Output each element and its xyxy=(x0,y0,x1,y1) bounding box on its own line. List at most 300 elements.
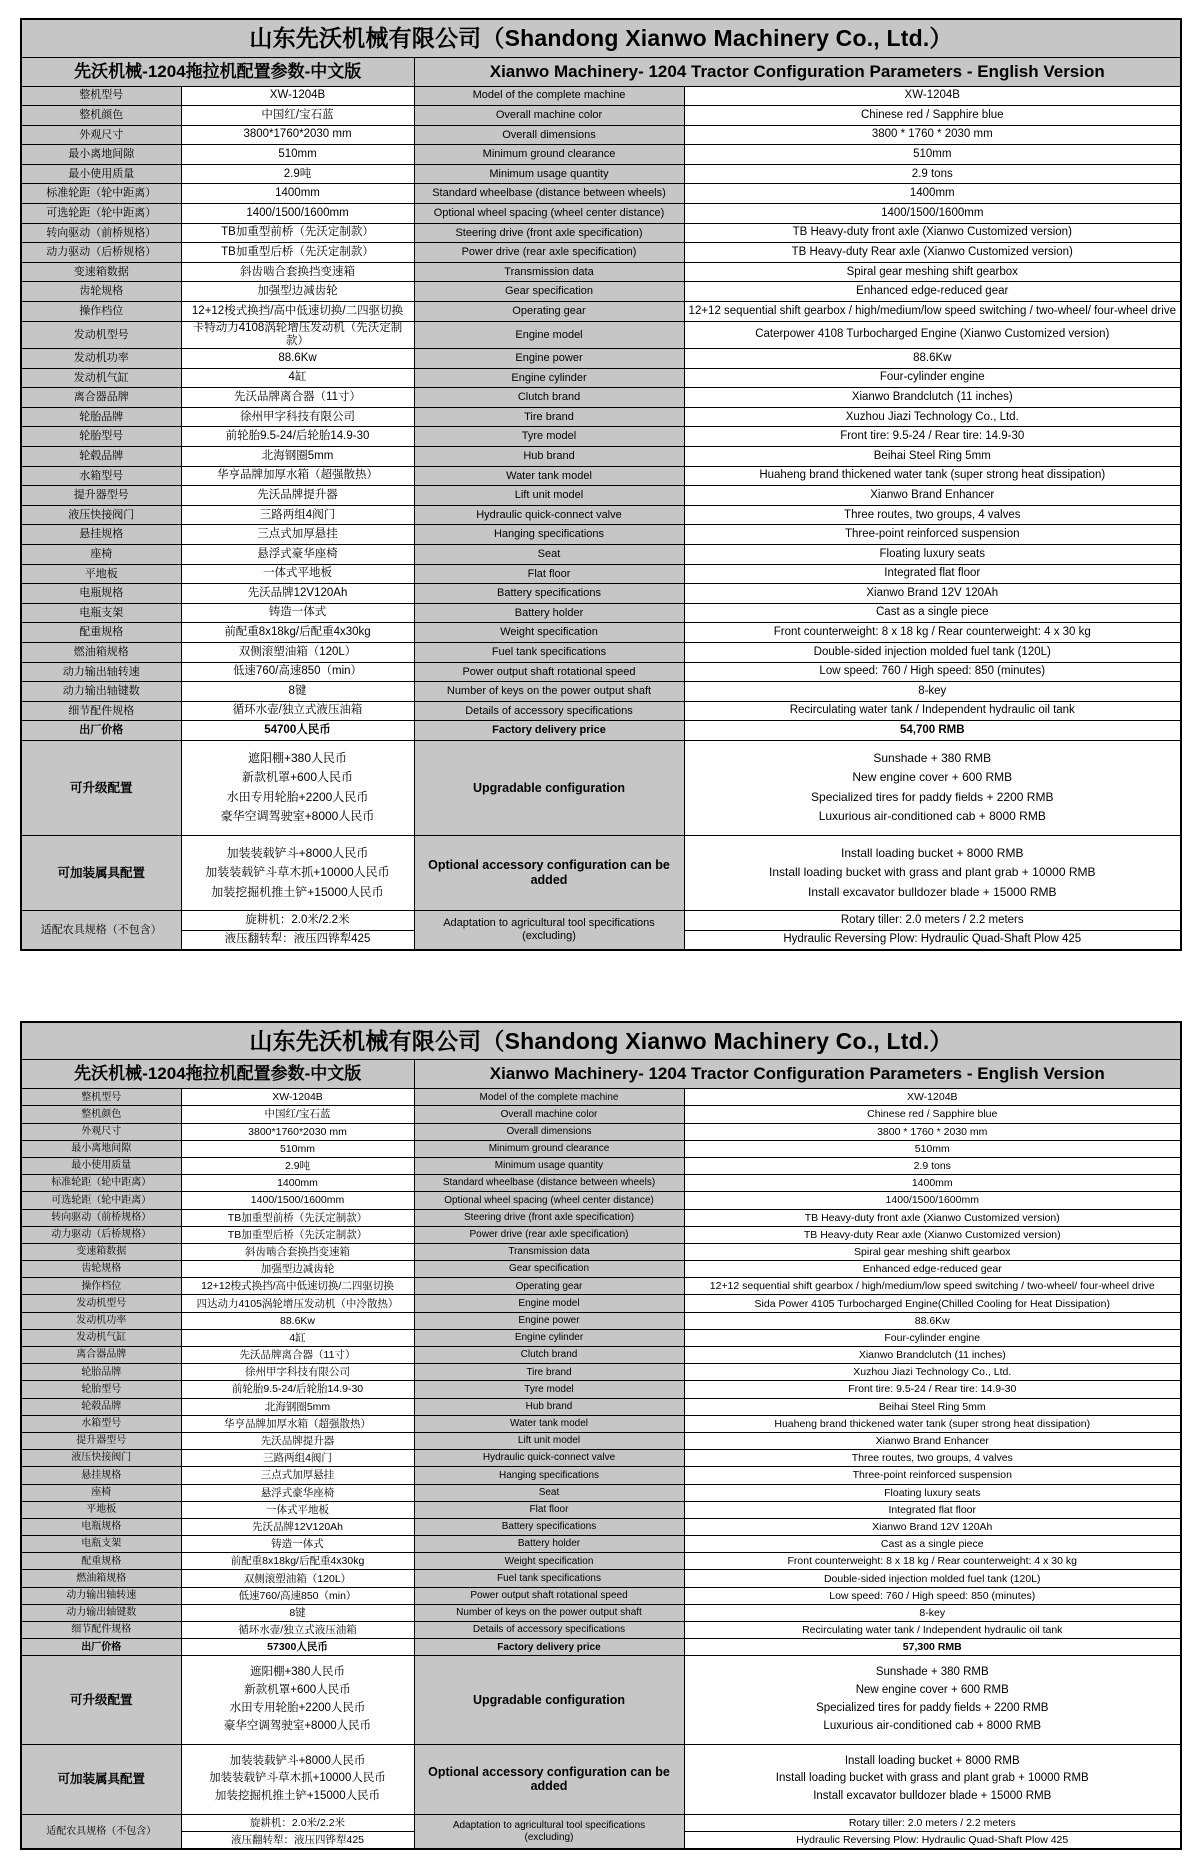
row-label-cn: 可选轮距（轮中距离） xyxy=(21,204,181,224)
row-value-cn: 卡特动力4108涡轮增压发动机（先沃定制款） xyxy=(181,321,414,348)
row-value-en: Beihai Steel Ring 5mm xyxy=(684,1398,1181,1415)
row-value-cn: 三点式加厚悬挂 xyxy=(181,525,414,545)
table-row xyxy=(21,407,1181,427)
table-separator xyxy=(20,951,1180,1021)
row-label-en: Minimum ground clearance xyxy=(414,1140,684,1157)
row-label-en: Power output shaft rotational speed xyxy=(414,1587,684,1604)
row-value-cn: 510mm xyxy=(181,1140,414,1157)
row-value-en: 8-key xyxy=(684,682,1181,702)
accessory-config-lines-en-list xyxy=(689,1753,1177,1806)
row-value-en: Three routes, two groups, 4 valves xyxy=(684,1450,1181,1467)
table-row xyxy=(21,1432,1181,1449)
row-label-en: Weight specification xyxy=(414,623,684,643)
row-value-cn: 12+12梭式换挡/高中低速切换/二四驱切换 xyxy=(181,1278,414,1295)
row-value-en: Cast as a single piece xyxy=(684,1536,1181,1553)
row-value-en: Huaheng brand thickened water tank (super strong heat dissipation) xyxy=(684,466,1181,486)
section-title-row xyxy=(21,1060,1181,1089)
row-value-cn: 中国红/宝石蓝 xyxy=(181,1106,414,1123)
upgrade-config-line-en: Specialized tires for paddy fields + 2200 RMB xyxy=(811,789,1054,804)
table-row xyxy=(21,1312,1181,1329)
row-value-cn: 徐州甲字科技有限公司 xyxy=(181,407,414,427)
company-banner: 山东先沃机械有限公司（Shandong Xianwo Machinery Co., Ltd.） xyxy=(21,1022,1181,1060)
row-label-cn: 转向驱动（前桥规格） xyxy=(21,1209,181,1226)
accessory-config-lines-en xyxy=(684,835,1181,910)
row-value-en: Recirculating water tank / Independent hydraulic oil tank xyxy=(684,701,1181,721)
section-title-chinese: 先沃机械-1204拖拉机配置参数-中文版 xyxy=(21,57,414,86)
row-label-en: Operating gear xyxy=(414,302,684,322)
row-value-cn: 悬浮式豪华座椅 xyxy=(181,1484,414,1501)
row-label-cn: 发动机型号 xyxy=(21,321,181,348)
row-value-en: 54,700 RMB xyxy=(684,721,1181,741)
accessory-config-lines-cn-list xyxy=(186,844,410,902)
row-label-en: Battery holder xyxy=(414,1536,684,1553)
table-row xyxy=(21,1209,1181,1226)
row-value-en: Cast as a single piece xyxy=(684,603,1181,623)
table-row xyxy=(21,223,1181,243)
table-row xyxy=(21,1106,1181,1123)
row-value-cn: 先沃品牌提升器 xyxy=(181,1432,414,1449)
row-label-en: Minimum usage quantity xyxy=(414,164,684,184)
row-label-cn: 平地板 xyxy=(21,564,181,584)
accessory-config-line-cn: 加装装载铲斗+8000人民币 xyxy=(229,1754,366,1767)
tool-value-en-1: Rotary tiller: 2.0 meters / 2.2 meters xyxy=(684,911,1181,931)
row-label-cn: 转向驱动（前桥规格） xyxy=(21,223,181,243)
row-label-cn: 动力输出轴转速 xyxy=(21,1587,181,1604)
spec-table-2 xyxy=(20,1021,1182,1850)
upgrade-config-label-cn: 可升级配置 xyxy=(21,1656,181,1744)
row-label-en: Steering drive (front axle specification) xyxy=(414,223,684,243)
row-value-cn: 88.6Kw xyxy=(181,349,414,369)
row-value-en: Double-sided injection molded fuel tank (120L) xyxy=(684,1570,1181,1587)
row-value-en: Integrated flat floor xyxy=(684,1501,1181,1518)
row-value-cn: 一体式平地板 xyxy=(181,1501,414,1518)
row-label-en: Battery specifications xyxy=(414,1518,684,1535)
row-value-cn: 先沃品牌12V120Ah xyxy=(181,584,414,604)
table-row xyxy=(21,388,1181,408)
row-label-en: Model of the complete machine xyxy=(414,1089,684,1106)
row-label-en: Overall machine color xyxy=(414,106,684,126)
accessory-config-line-cn: 加装挖掘机推土铲+15000人民币 xyxy=(214,1790,381,1803)
row-label-cn: 悬挂规格 xyxy=(21,1467,181,1484)
table-row xyxy=(21,466,1181,486)
table-row xyxy=(21,86,1181,106)
accessory-config-line-cn: 加装装载铲斗+8000人民币 xyxy=(226,845,369,860)
row-value-cn: 双侧滚塑油箱（120L） xyxy=(181,642,414,662)
row-value-en: 12+12 sequential shift gearbox / high/medium/low speed switching / two-wheel/ four-wheel drive xyxy=(684,302,1181,322)
row-label-en: Weight specification xyxy=(414,1553,684,1570)
accessory-config-line-en: Install excavator bulldozer blade + 15000 RMB xyxy=(813,1790,1052,1803)
row-value-en: Integrated flat floor xyxy=(684,564,1181,584)
table-row xyxy=(21,125,1181,145)
row-value-cn: 北海钢圈5mm xyxy=(181,447,414,467)
row-label-cn: 轮胎型号 xyxy=(21,427,181,447)
upgrade-config-lines-cn xyxy=(181,740,414,835)
row-value-en: Low speed: 760 / High speed: 850 (minutes) xyxy=(684,1587,1181,1604)
row-label-cn: 标准轮距（轮中距离） xyxy=(21,184,181,204)
row-value-cn: 三路两组4阀门 xyxy=(181,1450,414,1467)
row-value-cn: 4缸 xyxy=(181,1329,414,1346)
table-row xyxy=(21,1467,1181,1484)
row-value-cn: TB加重型前桥（先沃定制款） xyxy=(181,223,414,243)
table-row xyxy=(21,1347,1181,1364)
row-label-cn: 液压快接阀门 xyxy=(21,505,181,525)
row-value-en: 1400/1500/1600mm xyxy=(684,1192,1181,1209)
table-row xyxy=(21,1604,1181,1621)
upgrade-config-line-en: New engine cover + 600 RMB xyxy=(852,770,1013,785)
table-row xyxy=(21,623,1181,643)
row-value-en: 2.9 tons xyxy=(684,164,1181,184)
table-row xyxy=(21,1501,1181,1518)
upgrade-config-label-en: Upgradable configuration xyxy=(414,1656,684,1744)
row-label-en: Tyre model xyxy=(414,1381,684,1398)
row-value-cn: 先沃品牌12V120Ah xyxy=(181,1518,414,1535)
tool-value-cn-2: 液压翻转犁：液压四铧犁425 xyxy=(181,930,414,950)
table-row xyxy=(21,1398,1181,1415)
row-label-en: Optional wheel spacing (wheel center distance) xyxy=(414,1192,684,1209)
row-value-cn: 12+12梭式换挡/高中低速切换/二四驱切换 xyxy=(181,302,414,322)
tool-label-en-line1: Adaptation to agricultural tool specifications xyxy=(443,917,655,930)
row-label-en: Engine cylinder xyxy=(414,368,684,388)
row-value-en: TB Heavy-duty Rear axle (Xianwo Customized version) xyxy=(684,243,1181,263)
table-row xyxy=(21,1123,1181,1140)
row-value-en: 1400/1500/1600mm xyxy=(684,204,1181,224)
accessory-config-line-en: Install loading bucket with grass and plant grab + 10000 RMB xyxy=(768,865,1096,880)
row-value-cn: 低速760/高速850（min） xyxy=(181,662,414,682)
accessory-config-line-en: Install loading bucket + 8000 RMB xyxy=(844,1754,1020,1767)
table-row xyxy=(21,1639,1181,1656)
row-value-en: 2.9 tons xyxy=(684,1157,1181,1174)
row-label-en: Details of accessory specifications xyxy=(414,701,684,721)
tool-value-cn-1: 旋耕机：2.0米/2.2米 xyxy=(181,911,414,931)
accessory-config-label-cn: 可加装属具配置 xyxy=(21,835,181,910)
tool-label-cn: 适配农具规格（不包含） xyxy=(21,911,181,950)
row-label-cn: 轮毂品牌 xyxy=(21,1398,181,1415)
upgrade-config-line-en: Luxurious air-conditioned cab + 8000 RMB xyxy=(823,1719,1042,1732)
row-label-en: Steering drive (front axle specification) xyxy=(414,1209,684,1226)
row-label-cn: 出厂价格 xyxy=(21,721,181,741)
row-value-cn: 三路两组4阀门 xyxy=(181,505,414,525)
row-value-en: 88.6Kw xyxy=(684,349,1181,369)
row-label-cn: 水箱型号 xyxy=(21,466,181,486)
table-row xyxy=(21,1484,1181,1501)
row-value-cn: 57300人民币 xyxy=(181,1639,414,1656)
row-value-en: 88.6Kw xyxy=(684,1312,1181,1329)
row-label-cn: 动力输出轴转速 xyxy=(21,662,181,682)
upgrade-config-lines-cn-list xyxy=(186,749,410,827)
table-row xyxy=(21,1278,1181,1295)
row-label-cn: 燃油箱规格 xyxy=(21,642,181,662)
row-label-cn: 动力驱动（后桥规格） xyxy=(21,243,181,263)
table-row xyxy=(21,282,1181,302)
row-label-en: Water tank model xyxy=(414,466,684,486)
row-value-en: Four-cylinder engine xyxy=(684,368,1181,388)
row-label-en: Seat xyxy=(414,1484,684,1501)
row-value-en: Three-point reinforced suspension xyxy=(684,525,1181,545)
row-value-cn: 华亨品牌加厚水箱（超强散热） xyxy=(181,1415,414,1432)
row-value-en: XW-1204B xyxy=(684,1089,1181,1106)
row-value-en: Front tire: 9.5-24 / Rear tire: 14.9-30 xyxy=(684,427,1181,447)
row-label-cn: 水箱型号 xyxy=(21,1415,181,1432)
row-label-en: Engine model xyxy=(414,1295,684,1312)
table-row xyxy=(21,1243,1181,1260)
row-label-cn: 配重规格 xyxy=(21,623,181,643)
row-value-cn: 三点式加厚悬挂 xyxy=(181,1467,414,1484)
row-value-cn: 循环水壶/独立式液压油箱 xyxy=(181,701,414,721)
row-value-en: Double-sided injection molded fuel tank (120L) xyxy=(684,642,1181,662)
row-label-cn: 轮胎品牌 xyxy=(21,407,181,427)
row-label-cn: 发动机气缸 xyxy=(21,1329,181,1346)
row-label-en: Tire brand xyxy=(414,1364,684,1381)
row-value-cn: 斜齿啮合套换挡变速箱 xyxy=(181,262,414,282)
table-row xyxy=(21,1329,1181,1346)
table-row xyxy=(21,1140,1181,1157)
row-value-en: TB Heavy-duty Rear axle (Xianwo Customized version) xyxy=(684,1226,1181,1243)
row-value-en: Spiral gear meshing shift gearbox xyxy=(684,1243,1181,1260)
upgrade-config-line-cn: 豪华空调驾驶室+8000人民币 xyxy=(220,809,375,824)
row-value-cn: 8键 xyxy=(181,682,414,702)
spec-table-1 xyxy=(20,18,1182,951)
row-value-cn: 先沃品牌提升器 xyxy=(181,486,414,506)
upgrade-config-line-cn: 新款机罩+600人民币 xyxy=(241,770,354,785)
row-value-en: 3800 * 1760 * 2030 mm xyxy=(684,1123,1181,1140)
accessory-config-line-en: Install loading bucket with grass and plant grab + 10000 RMB xyxy=(775,1772,1089,1785)
row-value-en: Floating luxury seats xyxy=(684,545,1181,565)
row-value-cn: 先沃品牌离合器（11寸） xyxy=(181,388,414,408)
row-label-en: Minimum ground clearance xyxy=(414,145,684,165)
table-row xyxy=(21,243,1181,263)
row-label-cn: 轮毂品牌 xyxy=(21,447,181,467)
accessory-config-lines-cn xyxy=(181,835,414,910)
row-value-en: Xuzhou Jiazi Technology Co., Ltd. xyxy=(684,407,1181,427)
row-label-en: Flat floor xyxy=(414,1501,684,1518)
row-value-cn: 先沃品牌离合器（11寸） xyxy=(181,1347,414,1364)
upgrade-config-row xyxy=(21,740,1181,835)
row-label-en: Standard wheelbase (distance between wheels) xyxy=(414,1175,684,1192)
row-value-cn: 斜齿啮合套换挡变速箱 xyxy=(181,1243,414,1260)
row-label-cn: 整机颜色 xyxy=(21,106,181,126)
row-label-cn: 整机颜色 xyxy=(21,1106,181,1123)
section-title-row xyxy=(21,57,1181,86)
row-value-cn: 徐州甲字科技有限公司 xyxy=(181,1364,414,1381)
table-row xyxy=(21,1192,1181,1209)
table-row xyxy=(21,721,1181,741)
row-label-en: Factory delivery price xyxy=(414,721,684,741)
row-label-en: Gear specification xyxy=(414,1261,684,1278)
tool-label-en xyxy=(414,911,684,950)
row-label-en: Number of keys on the power output shaft xyxy=(414,1604,684,1621)
row-label-cn: 最小使用质量 xyxy=(21,164,181,184)
row-value-cn: 中国红/宝石蓝 xyxy=(181,106,414,126)
row-label-cn: 悬挂规格 xyxy=(21,525,181,545)
table-row xyxy=(21,642,1181,662)
row-label-en: Number of keys on the power output shaft xyxy=(414,682,684,702)
row-value-cn: 低速760/高速850（min） xyxy=(181,1587,414,1604)
upgrade-config-lines-cn xyxy=(181,1656,414,1744)
table-row xyxy=(21,682,1181,702)
row-label-cn: 离合器品牌 xyxy=(21,388,181,408)
accessory-config-line-cn: 加装装载铲斗草木抓+10000人民币 xyxy=(209,1772,386,1785)
row-value-cn: 4缸 xyxy=(181,368,414,388)
row-label-cn: 液压快接阀门 xyxy=(21,1450,181,1467)
row-label-en: Fuel tank specifications xyxy=(414,642,684,662)
row-label-en: Tyre model xyxy=(414,427,684,447)
row-label-cn: 操作档位 xyxy=(21,1278,181,1295)
row-value-cn: 前轮胎9.5-24/后轮胎14.9-30 xyxy=(181,427,414,447)
row-value-en: Low speed: 760 / High speed: 850 (minutes) xyxy=(684,662,1181,682)
row-label-cn: 细节配件规格 xyxy=(21,701,181,721)
row-value-cn: XW-1204B xyxy=(181,1089,414,1106)
table-row xyxy=(21,204,1181,224)
table-row xyxy=(21,1295,1181,1312)
upgrade-config-line-en: Sunshade + 380 RMB xyxy=(873,750,992,765)
row-label-en: Standard wheelbase (distance between wheels) xyxy=(414,184,684,204)
row-value-cn: TB加重型后桥（先沃定制款） xyxy=(181,243,414,263)
table-row xyxy=(21,1364,1181,1381)
row-label-cn: 动力输出轴键数 xyxy=(21,1604,181,1621)
row-label-en: Battery holder xyxy=(414,603,684,623)
upgrade-config-line-cn: 水田专用轮胎+2200人民币 xyxy=(226,789,369,804)
row-value-en: Enhanced edge-reduced gear xyxy=(684,1261,1181,1278)
table-row xyxy=(21,525,1181,545)
row-value-en: 3800 * 1760 * 2030 mm xyxy=(684,125,1181,145)
table-row xyxy=(21,545,1181,565)
row-value-cn: 铸造一体式 xyxy=(181,1536,414,1553)
row-value-en: Chinese red / Sapphire blue xyxy=(684,1106,1181,1123)
row-label-en: Water tank model xyxy=(414,1415,684,1432)
row-value-cn: 2.9吨 xyxy=(181,1157,414,1174)
upgrade-config-line-cn: 遮阳棚+380人民币 xyxy=(250,1666,345,1679)
upgrade-config-lines-en xyxy=(684,740,1181,835)
section-title-english: Xianwo Machinery- 1204 Tractor Configuration Parameters - English Version xyxy=(414,57,1181,86)
upgrade-config-line-en: Sunshade + 380 RMB xyxy=(875,1666,989,1679)
row-value-cn: 510mm xyxy=(181,145,414,165)
row-value-en: Three routes, two groups, 4 valves xyxy=(684,505,1181,525)
row-value-cn: 一体式平地板 xyxy=(181,564,414,584)
table-row xyxy=(21,564,1181,584)
row-label-en: Optional wheel spacing (wheel center distance) xyxy=(414,204,684,224)
row-label-en: Lift unit model xyxy=(414,486,684,506)
table-row xyxy=(21,1157,1181,1174)
row-value-en: Floating luxury seats xyxy=(684,1484,1181,1501)
row-value-en: Spiral gear meshing shift gearbox xyxy=(684,262,1181,282)
tool-label-en xyxy=(414,1815,684,1849)
table-row xyxy=(21,1450,1181,1467)
row-label-cn: 最小离地间隙 xyxy=(21,145,181,165)
tool-spec-row-1 xyxy=(21,911,1181,931)
row-label-en: Engine power xyxy=(414,1312,684,1329)
table-row xyxy=(21,106,1181,126)
row-label-cn: 最小离地间隙 xyxy=(21,1140,181,1157)
row-label-en: Operating gear xyxy=(414,1278,684,1295)
row-label-cn: 齿轮规格 xyxy=(21,282,181,302)
upgrade-config-line-en: New engine cover + 600 RMB xyxy=(855,1684,1009,1697)
table-row xyxy=(21,1415,1181,1432)
row-value-cn: 铸造一体式 xyxy=(181,603,414,623)
table-row xyxy=(21,321,1181,348)
row-value-cn: 循环水壶/独立式液压油箱 xyxy=(181,1622,414,1639)
section-title-chinese: 先沃机械-1204拖拉机配置参数-中文版 xyxy=(21,1060,414,1089)
row-label-en: Hanging specifications xyxy=(414,525,684,545)
document-root xyxy=(20,18,1180,1850)
row-label-en: Hydraulic quick-connect valve xyxy=(414,505,684,525)
row-label-cn: 燃油箱规格 xyxy=(21,1570,181,1587)
row-value-cn: 北海钢圈5mm xyxy=(181,1398,414,1415)
row-label-cn: 变速箱数据 xyxy=(21,262,181,282)
row-label-cn: 外观尺寸 xyxy=(21,1123,181,1140)
row-label-en: Overall machine color xyxy=(414,1106,684,1123)
row-value-en: Xianwo Brand 12V 120Ah xyxy=(684,584,1181,604)
row-value-en: Xianwo Brand 12V 120Ah xyxy=(684,1518,1181,1535)
row-value-en: 1400mm xyxy=(684,1175,1181,1192)
row-value-en: Chinese red / Sapphire blue xyxy=(684,106,1181,126)
upgrade-config-label-cn: 可升级配置 xyxy=(21,740,181,835)
row-value-cn: 8键 xyxy=(181,1604,414,1621)
row-label-cn: 座椅 xyxy=(21,545,181,565)
row-value-cn: 1400mm xyxy=(181,184,414,204)
row-label-en: Overall dimensions xyxy=(414,125,684,145)
row-value-cn: 1400/1500/1600mm xyxy=(181,1192,414,1209)
company-banner-row xyxy=(21,19,1181,57)
row-label-en: Hydraulic quick-connect valve xyxy=(414,1450,684,1467)
upgrade-config-line-en: Luxurious air-conditioned cab + 8000 RMB xyxy=(818,809,1046,824)
row-label-cn: 齿轮规格 xyxy=(21,1261,181,1278)
row-label-cn: 发动机气缸 xyxy=(21,368,181,388)
row-value-en: Beihai Steel Ring 5mm xyxy=(684,447,1181,467)
row-label-cn: 整机型号 xyxy=(21,1089,181,1106)
table-row xyxy=(21,662,1181,682)
row-value-en: Three-point reinforced suspension xyxy=(684,1467,1181,1484)
table-row xyxy=(21,368,1181,388)
row-value-en: Recirculating water tank / Independent hydraulic oil tank xyxy=(684,1622,1181,1639)
accessory-config-row xyxy=(21,835,1181,910)
upgrade-config-line-en: Specialized tires for paddy fields + 2200 RMB xyxy=(816,1702,1049,1714)
row-value-en: 12+12 sequential shift gearbox / high/medium/low speed switching / two-wheel/ four-wheel drive xyxy=(684,1278,1181,1295)
table-row xyxy=(21,1587,1181,1604)
row-value-cn: 前轮胎9.5-24/后轮胎14.9-30 xyxy=(181,1381,414,1398)
table-row xyxy=(21,302,1181,322)
tool-label-cn: 适配农具规格（不包含） xyxy=(21,1815,181,1849)
row-label-en: Hanging specifications xyxy=(414,1467,684,1484)
accessory-config-line-cn: 加装挖掘机推土铲+15000人民币 xyxy=(211,884,384,899)
row-value-en: Huaheng brand thickened water tank (super strong heat dissipation) xyxy=(684,1415,1181,1432)
accessory-config-row xyxy=(21,1744,1181,1814)
row-value-en: Caterpower 4108 Turbocharged Engine (Xianwo Customized version) xyxy=(684,321,1181,348)
tool-value-cn-2: 液压翻转犁：液压四铧犁425 xyxy=(181,1832,414,1849)
row-label-en: Power drive (rear axle specification) xyxy=(414,1226,684,1243)
row-label-en: Clutch brand xyxy=(414,388,684,408)
tool-label-en-line2: (excluding) xyxy=(522,929,576,942)
row-label-cn: 整机型号 xyxy=(21,86,181,106)
row-label-en: Transmission data xyxy=(414,262,684,282)
row-value-en: 1400mm xyxy=(684,184,1181,204)
row-label-en: Seat xyxy=(414,545,684,565)
row-label-cn: 发动机功率 xyxy=(21,349,181,369)
row-value-en: 510mm xyxy=(684,145,1181,165)
row-label-cn: 动力驱动（后桥规格） xyxy=(21,1226,181,1243)
table-row xyxy=(21,505,1181,525)
row-label-cn: 标准轮距（轮中距离） xyxy=(21,1175,181,1192)
row-value-en: TB Heavy-duty front axle (Xianwo Customized version) xyxy=(684,223,1181,243)
upgrade-config-lines-en-list xyxy=(689,749,1177,827)
table-row xyxy=(21,1089,1181,1106)
row-label-en: Details of accessory specifications xyxy=(414,1622,684,1639)
row-value-en: Sida Power 4105 Turbocharged Engine(Chilled Cooling for Heat Dissipation) xyxy=(684,1295,1181,1312)
row-label-cn: 离合器品牌 xyxy=(21,1347,181,1364)
row-value-cn: 3800*1760*2030 mm xyxy=(181,1123,414,1140)
table-row xyxy=(21,1536,1181,1553)
row-label-cn: 电瓶规格 xyxy=(21,1518,181,1535)
table-row xyxy=(21,1518,1181,1535)
